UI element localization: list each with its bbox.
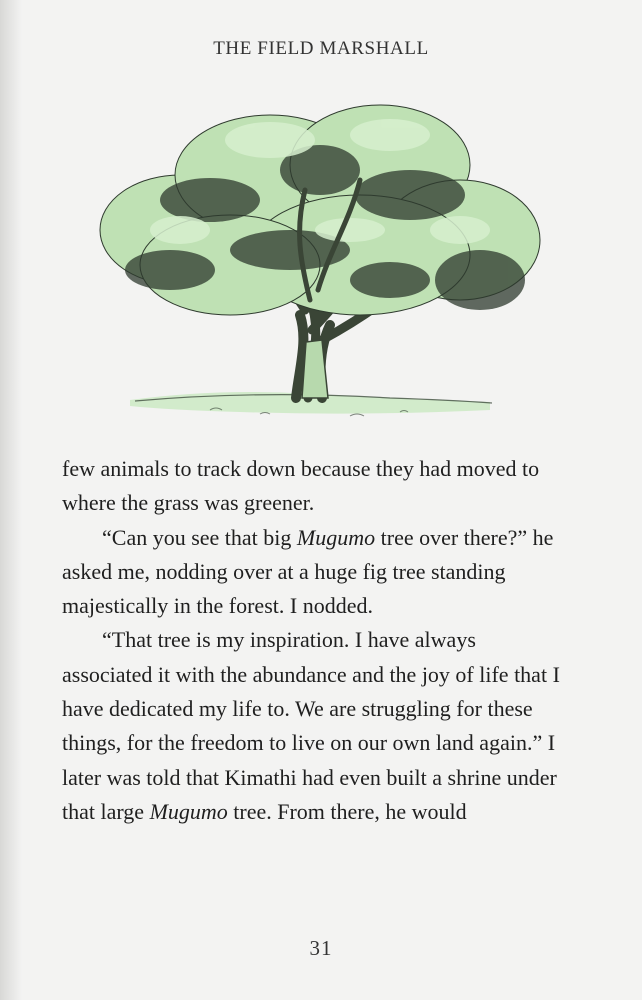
tree-icon — [60, 80, 560, 440]
page-number: 31 — [309, 936, 333, 960]
paragraph-3: “That tree is my inspiration. I have always associated it with the abundance and the joy of life that I have dedicated my life to. We are struggling for these things, for the freedom to live on our own land again.” I later was told that Kimathi had even built a shrine under that large Mugumo tree. From there, he would — [62, 627, 560, 824]
running-head: THE FIELD MARSHALL — [213, 38, 429, 59]
body-text — [62, 452, 562, 829]
page-gutter-shadow — [0, 0, 22, 1000]
paragraph-2: “Can you see that big Mugumo tree over there?” he asked me, nodding over at a huge fig tree standing majestically in the forest. I nodded. — [62, 524, 554, 619]
italic-term: Mugumo — [149, 798, 228, 824]
paragraph-1: few animals to track down because they had moved to where the grass was greener. — [62, 456, 540, 516]
italic-term: Mugumo — [296, 524, 376, 550]
